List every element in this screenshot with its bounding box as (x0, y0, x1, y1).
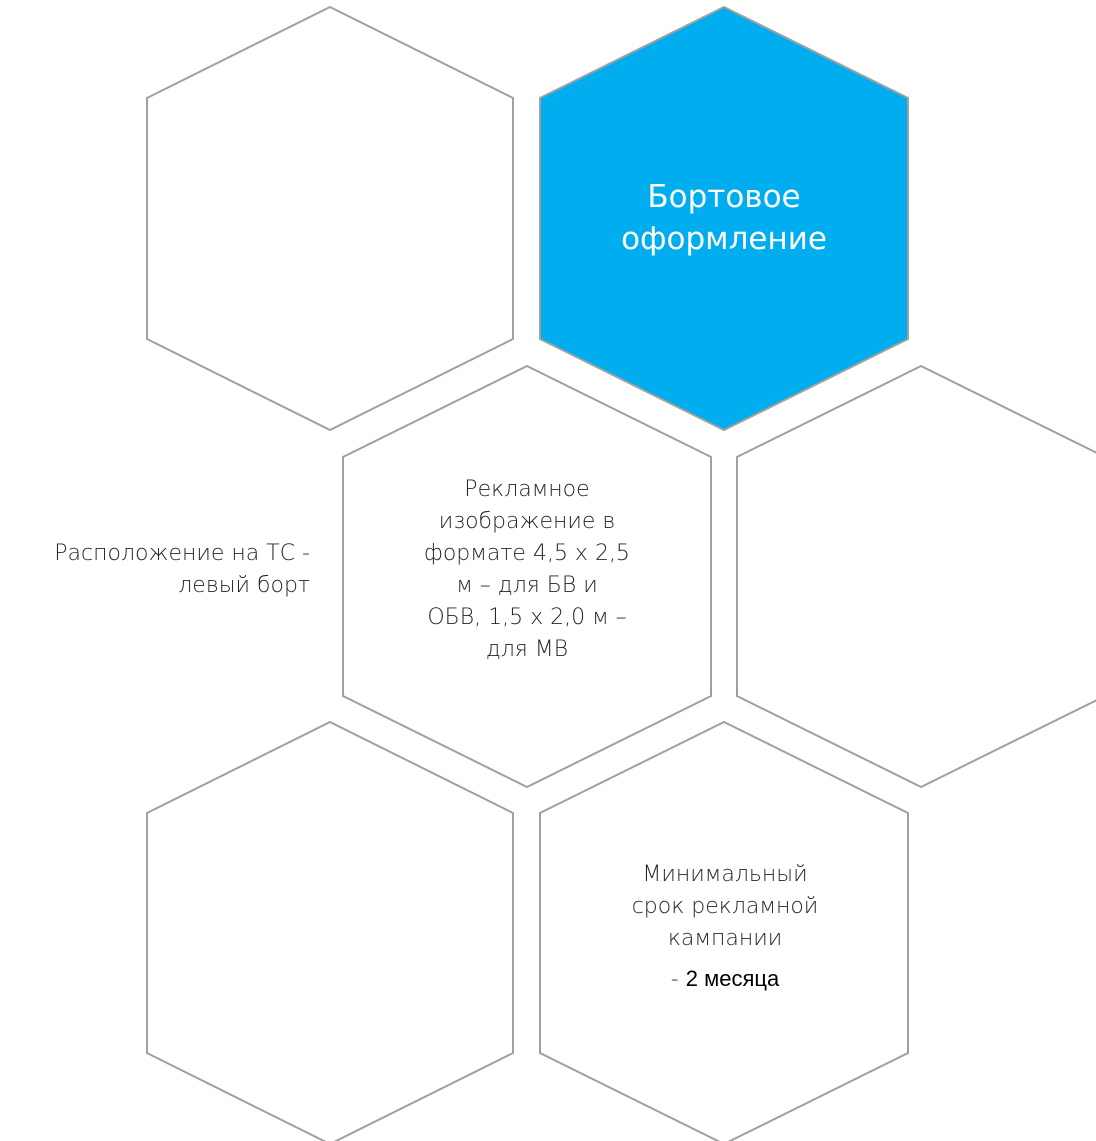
hexagon-top-left-empty (147, 7, 513, 430)
location-note (14, 538, 310, 602)
duration-value-line (580, 963, 870, 996)
location-note-line-2: левый борт (178, 573, 310, 598)
image-format-line-5: ОБВ, 1,5 х 2,0 м – (427, 605, 627, 630)
hexagon-right-empty (737, 366, 1096, 787)
duration-text (580, 859, 870, 996)
title-line-2: оформление (621, 221, 827, 257)
image-format-line-3: формате 4,5 х 2,5 (424, 541, 630, 566)
duration-line-2: срок рекламной (631, 894, 819, 919)
duration-line-1: Минимальный (642, 862, 808, 887)
title-hex-label (560, 176, 888, 260)
image-format-line-1: Рекламное (464, 477, 590, 502)
title-line-1: Бортовое (647, 179, 801, 215)
image-format-text (370, 474, 684, 666)
hexagon-bottom-left-empty (147, 722, 513, 1141)
duration-line-3: кампании (667, 926, 783, 951)
location-note-line-1: Расположение на ТС - (54, 541, 310, 566)
duration-value: 2 месяца (685, 966, 780, 991)
image-format-line-2: изображение в (438, 509, 616, 534)
image-format-line-6: для МВ (485, 637, 569, 662)
image-format-line-4: м – для БВ и (456, 573, 598, 598)
duration-dash: - (670, 967, 686, 992)
